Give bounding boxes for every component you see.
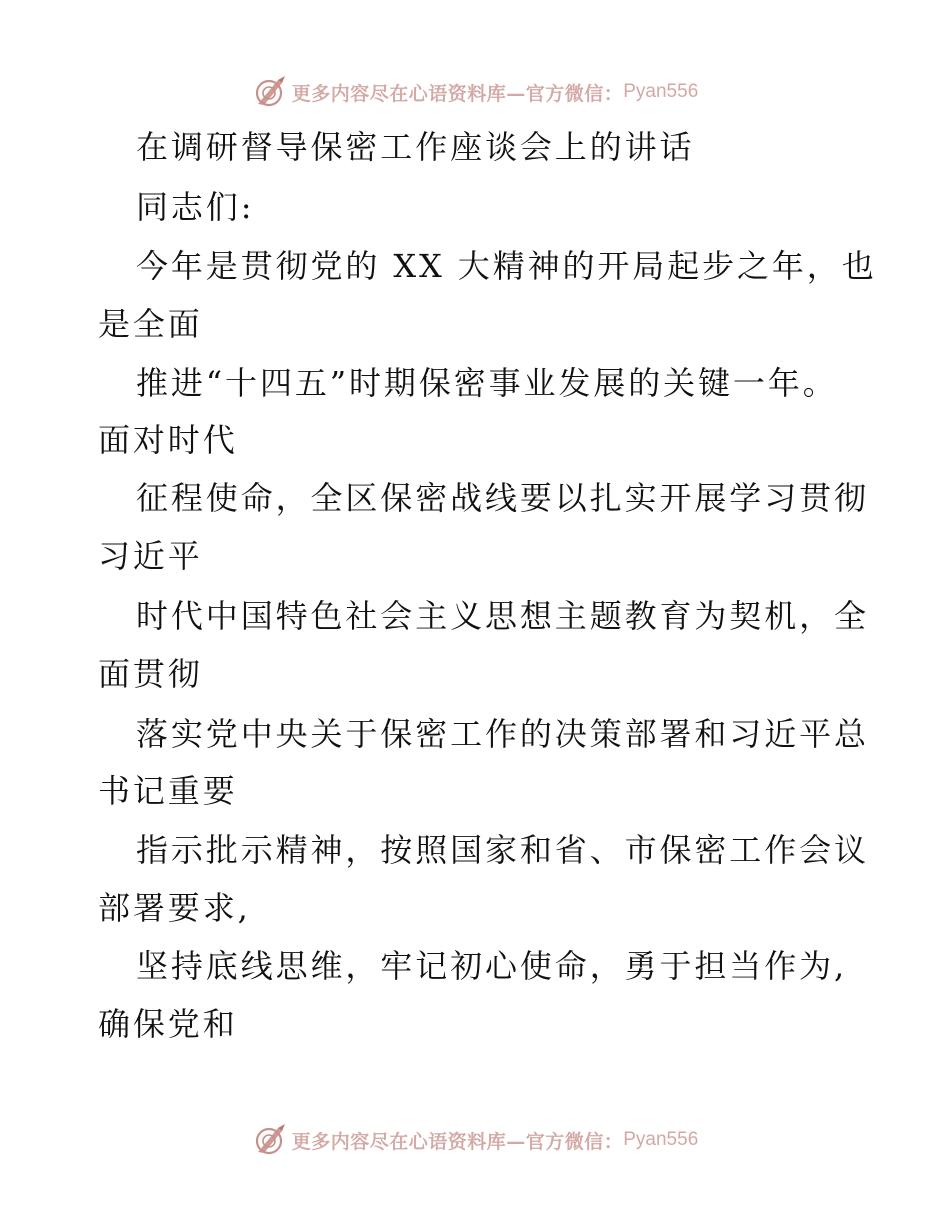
- document-title: 在调研督导保密工作座谈会上的讲话: [136, 128, 695, 166]
- watermark-account: Pyan556: [623, 1129, 699, 1150]
- paragraph-line: 面贯彻: [98, 655, 203, 693]
- paragraph-line: 落实党中央关于保密工作的决策部署和习近平总: [136, 715, 869, 753]
- watermark-account: Pyan556: [623, 81, 699, 102]
- paragraph-line: 征程使命，全区保密战线要以扎实开展学习贯彻: [136, 479, 869, 517]
- footer-watermark: [0, 1120, 950, 1160]
- paragraph-line: 确保党和: [98, 1005, 238, 1043]
- paragraph-line: 时代中国特色社会主义思想主题教育为契机，全: [136, 597, 869, 635]
- paragraph-line: 习近平: [98, 537, 203, 575]
- paragraph-line: 指示批示精神，按照国家和省、市保密工作会议: [136, 831, 869, 869]
- paragraph-line: 推进“十四五”时期保密事业发展的关键一年。: [136, 364, 838, 402]
- salutation: 同志们:: [136, 188, 255, 226]
- watermark-text: 更多内容尽在心语资料库—官方微信：: [291, 1130, 624, 1153]
- watermark-text: 更多内容尽在心语资料库—官方微信：: [291, 82, 624, 105]
- paragraph-line: 书记重要: [98, 772, 238, 810]
- paragraph-line: 今年是贯彻党的 XX 大精神的开局起步之年，也: [136, 247, 877, 285]
- paragraph-line: 部署要求,: [98, 889, 251, 927]
- paragraph-line: 坚持底线思维，牢记初心使命，勇于担当作为,: [136, 947, 848, 985]
- quill-pen-circle-icon: [252, 1122, 288, 1158]
- paragraph-line: 面对时代: [98, 421, 238, 459]
- paragraph-line: 是全面: [98, 305, 203, 343]
